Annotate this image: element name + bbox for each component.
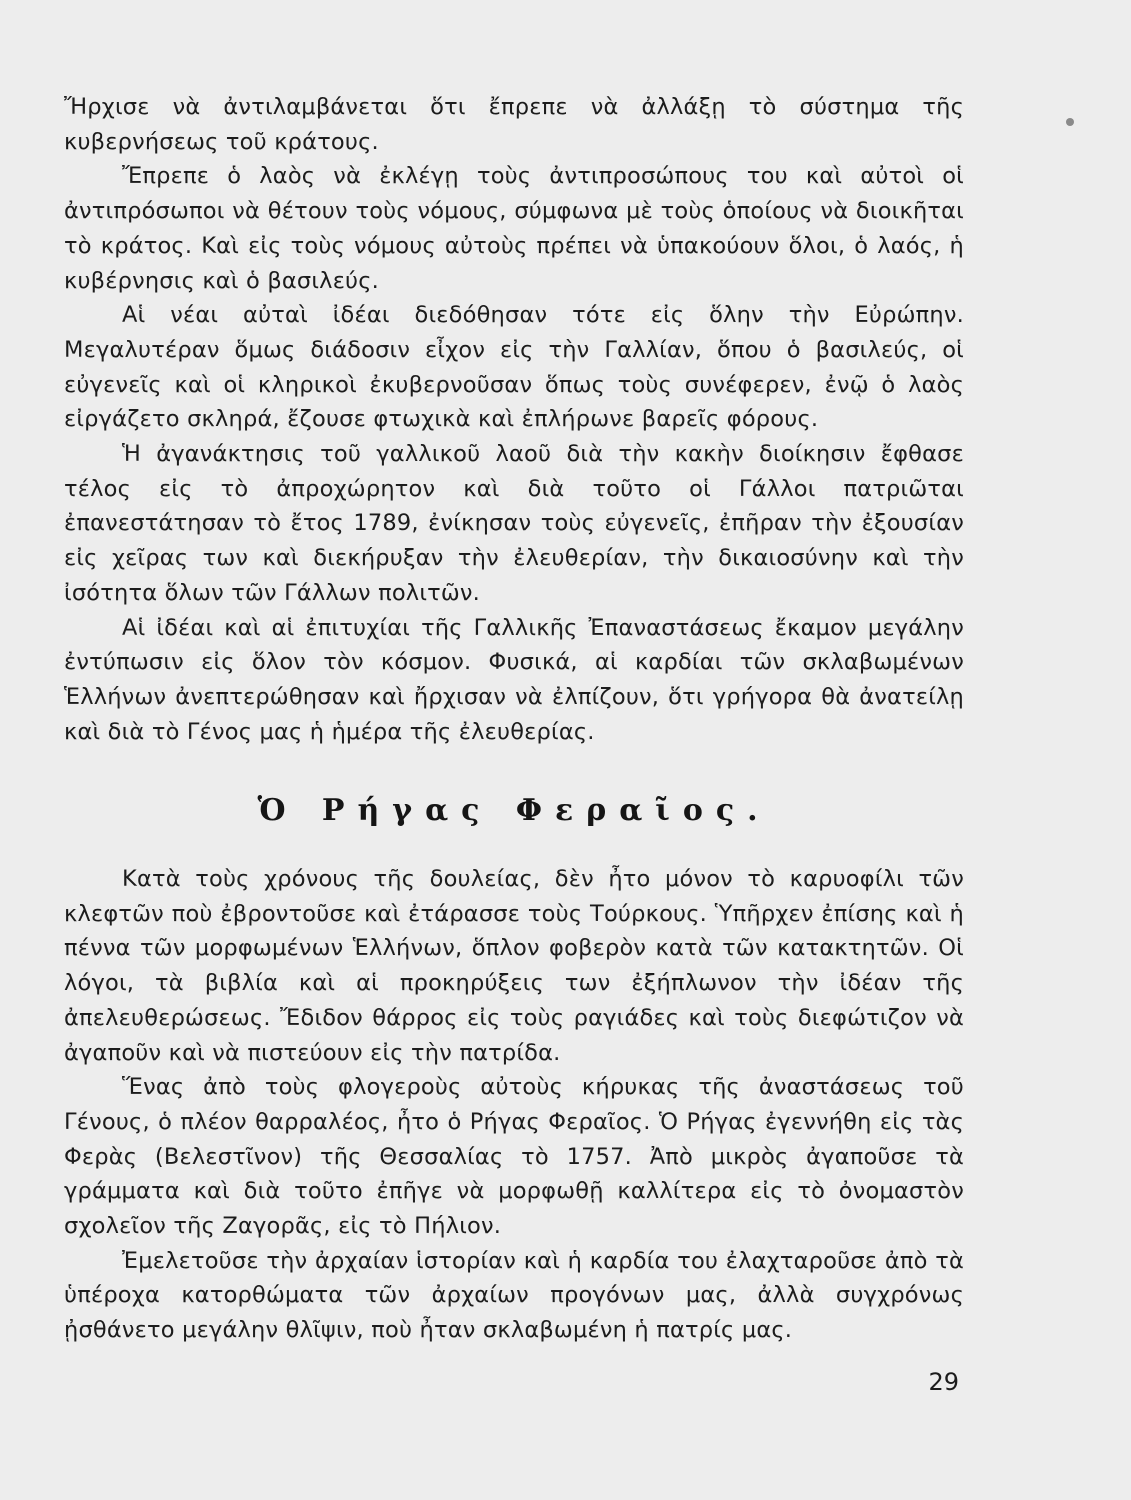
text-block-top bbox=[64, 90, 964, 749]
paragraph: Ἔπρεπε ὁ λαὸς νὰ ἐκλέγῃ τοὺς ἀντιπροσώπους του καὶ αὐτοὶ οἱ ἀντιπρόσωποι νὰ θέτουν τοὺς νόμους, σύμφωνα μὲ τοὺς ὁποίους νὰ διοικῆται τὸ κράτος. Καὶ εἰς τοὺς νόμους αὐτοὺς πρέπει νὰ ὑπακούουν ὅλοι, ὁ λαός, ἡ κυβέρνησις καὶ ὁ βασιλεύς. bbox=[64, 163, 964, 294]
paragraph: Ἡ ἀγανάκτησις τοῦ γαλλικοῦ λαοῦ διὰ τὴν κακὴν διοίκησιν ἔφθασε τέλος εἰς τὸ ἀπροχώρητον καὶ διὰ τοῦτο οἱ Γάλλοι πατριῶται ἐπανεστάτησαν τὸ ἔτος 1789, ἐνίκησαν τοὺς εὐγενεῖς, ἐπῆραν τὴν ἐξουσίαν εἰς χεῖρας των καὶ διεκήρυξαν τὴν ἐλευθερίαν, τὴν δικαιοσύνην καὶ τὴν ἰσότητα ὅλων τῶν Γάλλων πολιτῶν. bbox=[64, 441, 964, 606]
paragraph: Ἕνας ἀπὸ τοὺς φλογεροὺς αὐτοὺς κήρυκας τῆς ἀναστάσεως τοῦ Γένους, ὁ πλέον θαρραλέος, ἦτο ὁ Ρήγας Φεραῖος. Ὁ Ρήγας ἐγεννήθη εἰς τὰς Φερὰς (Βελεστῖνον) τῆς Θεσσαλίας τὸ 1757. Ἀπὸ μικρὸς ἀγαποῦσε τὰ γράμματα καὶ διὰ τοῦτο ἐπῆγε νὰ μορφωθῇ καλλίτερα εἰς τὸ ὀνομαστὸν σχολεῖον τῆς Ζαγορᾶς, εἰς τὸ Πήλιον. bbox=[64, 1074, 964, 1240]
paragraph: Κατὰ τοὺς χρόνους τῆς δουλείας, δὲν ἦτο μόνον τὸ καρυοφίλι τῶν κλεφτῶν ποὺ ἐβροντοῦσε καὶ ἐτάρασσε τοὺς Τούρκους. Ὑπῆρχεν ἐπίσης καὶ ἡ πέννα τῶν μορφωμένων Ἑλλήνων, ὅπλον φοβερὸν κατὰ τῶν κατακτητῶν. Οἱ λόγοι, τὰ βιβλία καὶ αἱ προκηρύξεις των ἐξήπλωνον τὴν ἰδέαν τῆς ἀπελευθερώσεως. Ἔδιδον θάρρος εἰς τοὺς ραγιάδες καὶ τοὺς διεφώτιζον νὰ ἀγαποῦν καὶ νὰ πιστεύουν εἰς τὴν πατρίδα. bbox=[64, 866, 964, 1066]
ink-speck bbox=[1066, 118, 1074, 126]
text-block-bottom bbox=[64, 862, 964, 1348]
page-number: 29 bbox=[928, 1368, 959, 1396]
paragraph: Ἤρχισε νὰ ἀντιλαμβάνεται ὅτι ἔπρεπε νὰ ἀλλάξῃ τὸ σύστημα τῆς κυβερνήσεως τοῦ κράτους. bbox=[64, 94, 964, 155]
paragraph: Αἱ νέαι αὐταὶ ἰδέαι διεδόθησαν τότε εἰς ὅλην τὴν Εὐρώπην. Μεγαλυτέραν ὅμως διάδοσιν εἶχον εἰς τὴν Γαλλίαν, ὅπου ὁ βασιλεύς, οἱ εὐγενεῖς καὶ οἱ κληρικοὶ ἐκυβερνοῦσαν ὅπως τοὺς συνέφερεν, ἐνῷ ὁ λαὸς εἰργάζετο σκληρά, ἔζουσε φτωχικὰ καὶ ἐπλήρωνε βαρεῖς φόρους. bbox=[64, 302, 964, 433]
section-heading: Ὁ Ρήγας Φεραῖος. bbox=[257, 793, 771, 828]
paragraph: Αἱ ἰδέαι καὶ αἱ ἐπιτυχίαι τῆς Γαλλικῆς Ἐπαναστάσεως ἔκαμον μεγάλην ἐντύπωσιν εἰς ὅλον τὸν κόσμον. Φυσικά, αἱ καρδίαι τῶν σκλαβωμένων Ἑλλήνων ἀνεπτερώθησαν καὶ ἤρχισαν νὰ ἐλπίζουν, ὅτι γρήγορα θὰ ἀνατείλῃ καὶ διὰ τὸ Γένος μας ἡ ἡμέρα τῆς ἐλευθερίας. bbox=[64, 614, 964, 745]
paragraph: Ἐμελετοῦσε τὴν ἀρχαίαν ἱστορίαν καὶ ἡ καρδία του ἐλαχταροῦσε ἀπὸ τὰ ὑπέροχα κατορθώματα τῶν ἀρχαίων προγόνων μας, ἀλλὰ συγχρόνως ᾐσθάνετο μεγάλην θλῖψιν, ποὺ ἦταν σκλαβωμένη ἡ πατρίς μας. bbox=[64, 1247, 964, 1344]
